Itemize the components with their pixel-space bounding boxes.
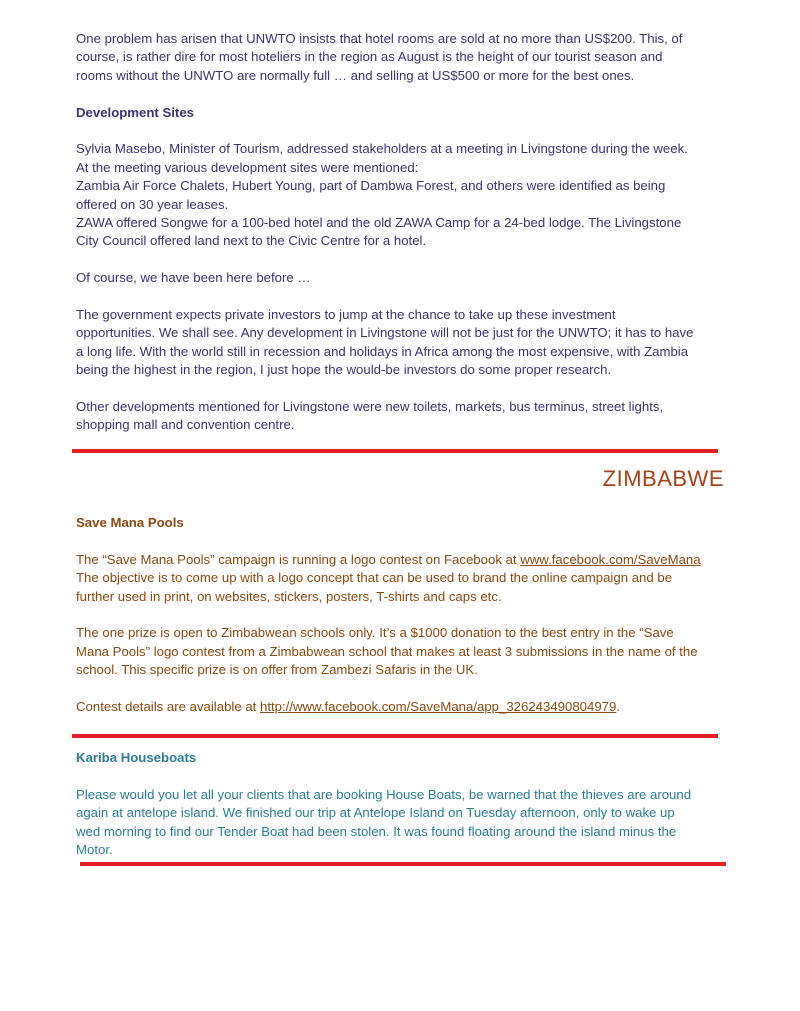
unwto-line-3: rooms without the UNWTO are normally full … and selling at US$500 or more for the best ones. xyxy=(76,67,635,83)
kariba-houseboats-heading: Kariba Houseboats xyxy=(76,750,197,765)
kariba-line-1: Please would you let all your clients that are booking House Boats, be warned that the thieves are around xyxy=(76,786,692,802)
contest-details-end: . xyxy=(616,699,621,715)
kariba-line-2: again at antelope island. We finished our trip at Antelope Island on Tuesday afternoon, only to wake up xyxy=(76,805,675,821)
contest-details-link[interactable]: http://www.facebook.com/SaveMana/app_326243490804979 xyxy=(260,699,617,715)
unwto-line-1: One problem has arisen that UNWTO insists that hotel rooms are sold at no more than US$200. This, of xyxy=(76,31,683,46)
save-mana-pools-heading: Save Mana Pools xyxy=(76,515,184,530)
mana-line-1 xyxy=(76,551,736,569)
dev-para3-line-1: The government expects private investors to jump at the chance to take up these investment xyxy=(76,307,616,323)
zambia-section xyxy=(76,30,736,435)
dev-para1-line-4: offered on 30 year leases. xyxy=(76,196,229,212)
kariba-line-4: Motor. xyxy=(76,842,113,858)
section-divider-2 xyxy=(72,734,718,738)
dev-para2: Of course, we have been here before … xyxy=(76,270,311,286)
dev-para1-line-2: At the meeting various development sites were mentioned: xyxy=(76,159,419,175)
save-mana-pools-section xyxy=(76,514,736,716)
dev-para3-line-4: being the highest in the region, I just hope the would-be investors do some proper research. xyxy=(76,362,612,378)
section-divider-3 xyxy=(80,862,726,866)
dev-para4-line-1: Other developments mentioned for Livingstone were new toilets, markets, bus terminus, street lights, xyxy=(76,399,664,415)
dev-para1-line-3: Zambia Air Force Chalets, Hubert Young, part of Dambwa Forest, and others were identified as being xyxy=(76,178,666,194)
dev-para1-line-6: City Council offered land next to the Civic Centre for a hotel. xyxy=(76,233,427,249)
prize-line-3: school. This specific prize is on offer from Zambezi Safaris in the UK. xyxy=(76,662,478,678)
contest-details-text: Contest details are available at xyxy=(76,699,261,715)
prize-line-2: Mana Pools” logo contest from a Zimbabwean school that makes at least 3 submissions in the name of the xyxy=(76,643,698,659)
mana-line-3: further used in print, on websites, stickers, posters, T-shirts and caps etc. xyxy=(76,588,502,604)
mana-line-2: The objective is to come up with a logo concept that can be used to brand the online campaign and be xyxy=(76,570,673,586)
kariba-line-3: wed morning to find our Tender Boat had been stolen. It was found floating around the island minus the xyxy=(76,823,677,839)
dev-para4-line-2: shopping mall and convention centre. xyxy=(76,417,295,433)
dev-para3-line-2: opportunities. We shall see. Any development in Livingstone will not be just for the UNWTO; it has to have xyxy=(76,325,694,341)
zimbabwe-title: ZIMBABWE xyxy=(602,466,724,491)
facebook-savemana-link[interactable]: www.facebook.com/SaveMana xyxy=(520,551,701,567)
contest-details-line xyxy=(76,698,736,716)
mana-line-1-text: The “Save Mana Pools” campaign is running a logo contest on Facebook at xyxy=(76,551,521,567)
unwto-line-2: course, is rather dire for most hoteliers in the region as August is the height of our tourist season and xyxy=(76,49,663,65)
dev-para1-line-1: Sylvia Masebo, Minister of Tourism, addressed stakeholders at a meeting in Livingstone during the week. xyxy=(76,141,688,157)
development-sites-heading: Development Sites xyxy=(76,104,194,120)
dev-para1-line-5: ZAWA offered Songwe for a 100-bed hotel and the old ZAWA Camp for a 24-bed lodge. The Livingstone xyxy=(76,215,682,231)
dev-para3-line-3: a long life. With the world still in recession and holidays in Africa among the most expensive, with Zambia xyxy=(76,343,689,359)
section-divider-1 xyxy=(72,449,718,453)
prize-line-1: The one prize is open to Zimbabwean schools only. It’s a $1000 donation to the best entry in the “Save xyxy=(76,625,674,641)
kariba-houseboats-section xyxy=(76,749,736,859)
